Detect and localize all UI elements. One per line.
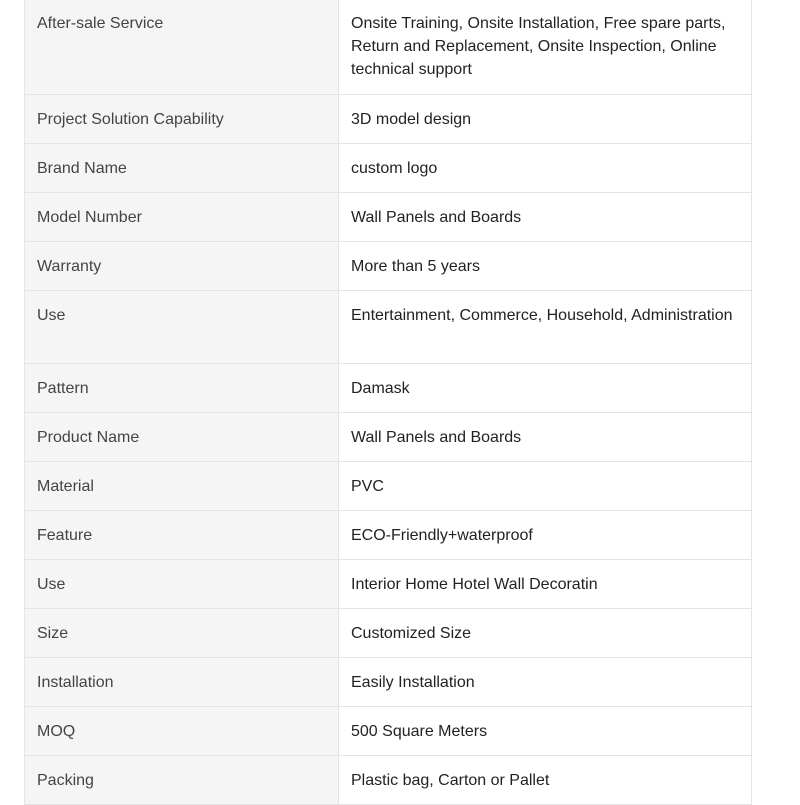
- spec-row-use-2: [25, 560, 752, 609]
- spec-label: Brand Name: [25, 144, 339, 193]
- spec-value: [339, 511, 752, 560]
- spec-value-text: custom logo: [351, 160, 438, 177]
- spec-row-moq: [25, 707, 752, 756]
- spec-row-installation: [25, 658, 752, 707]
- spec-row-pattern: [25, 364, 752, 413]
- spec-label: Installation: [25, 658, 339, 707]
- spec-value-text: Wall Panels and Boards: [351, 429, 522, 446]
- spec-value-text: Entertainment, Commerce, Household, Administration: [351, 307, 733, 324]
- spec-label: Model Number: [25, 193, 339, 242]
- spec-value: [339, 756, 752, 805]
- spec-label: Use: [25, 560, 339, 609]
- spec-label: Feature: [25, 511, 339, 560]
- spec-value: [339, 413, 752, 462]
- spec-label: Packing: [25, 756, 339, 805]
- spec-label: Size: [25, 609, 339, 658]
- spec-value: [339, 658, 752, 707]
- spec-label: Warranty: [25, 242, 339, 291]
- spec-row-use: [25, 291, 752, 364]
- spec-value-text: Onsite Training, Onsite Installation, Free spare parts, Return and Replacement, Onsite Inspection, Online technical support: [351, 15, 726, 78]
- spec-value: [339, 291, 752, 364]
- spec-row-project-solution-capability: [25, 95, 752, 144]
- spec-value: [339, 144, 752, 193]
- spec-row-product-name: [25, 413, 752, 462]
- spec-value: [339, 560, 752, 609]
- spec-value-text: Interior Home Hotel Wall Decoratin: [351, 576, 598, 593]
- spec-row-model-number: [25, 193, 752, 242]
- spec-row-material: [25, 462, 752, 511]
- spec-row-packing: [25, 756, 752, 805]
- spec-row-size: [25, 609, 752, 658]
- spec-value: [339, 95, 752, 144]
- spec-value-text: PVC: [351, 478, 384, 495]
- spec-value-text: 3D model design: [351, 111, 472, 128]
- spec-label: Pattern: [25, 364, 339, 413]
- spec-value: [339, 0, 752, 95]
- spec-value: [339, 364, 752, 413]
- spec-row-after-sale-service: [25, 0, 752, 95]
- spec-value-text: ECO-Friendly+waterproof: [351, 527, 533, 544]
- spec-label: After-sale Service: [25, 0, 339, 95]
- spec-row-brand-name: [25, 144, 752, 193]
- spec-row-feature: [25, 511, 752, 560]
- spec-value-text: Easily Installation: [351, 674, 475, 691]
- spec-value-text: Customized Size: [351, 625, 472, 642]
- spec-label: Project Solution Capability: [25, 95, 339, 144]
- spec-value-text: 500 Square Meters: [351, 723, 488, 740]
- spec-value-text: Plastic bag, Carton or Pallet: [351, 772, 550, 789]
- spec-value-text: Wall Panels and Boards: [351, 209, 522, 226]
- spec-label: Product Name: [25, 413, 339, 462]
- spec-value: [339, 609, 752, 658]
- spec-value: [339, 707, 752, 756]
- spec-value: [339, 242, 752, 291]
- product-spec-table: [24, 0, 752, 805]
- spec-value-text: Damask: [351, 380, 410, 397]
- spec-label: Use: [25, 291, 339, 364]
- spec-label: Material: [25, 462, 339, 511]
- spec-value: [339, 193, 752, 242]
- spec-value-text: More than 5 years: [351, 258, 480, 275]
- spec-label: MOQ: [25, 707, 339, 756]
- spec-row-warranty: [25, 242, 752, 291]
- spec-value: [339, 462, 752, 511]
